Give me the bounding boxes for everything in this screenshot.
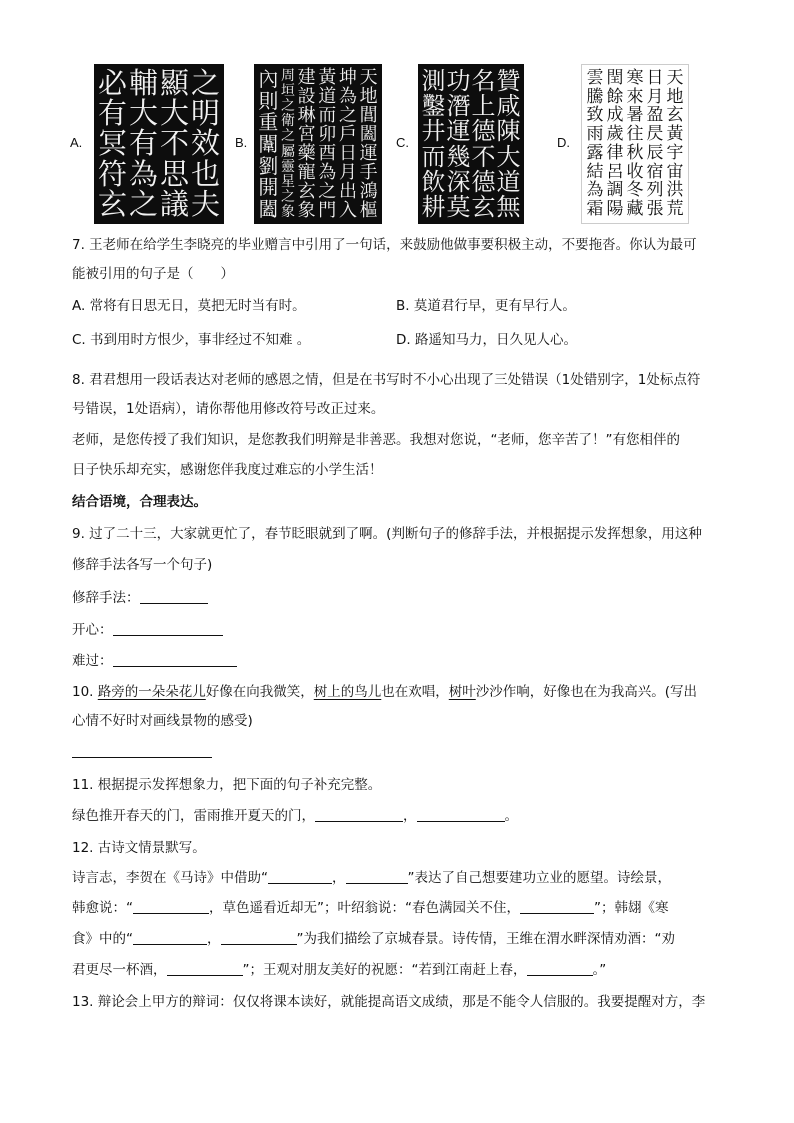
q12-blank-4[interactable] [520, 899, 594, 914]
calligraphy-character: 上 [471, 91, 496, 120]
calligraphy-character: 列 [646, 180, 664, 201]
calligraphy-rubbing-b [254, 64, 382, 224]
calligraphy-character: 黃 [318, 66, 337, 88]
calligraphy-rubbing-c [418, 64, 524, 224]
calligraphy-character: 大 [128, 96, 158, 131]
calligraphy-character: 張 [646, 199, 664, 220]
calligraphy-character: 耕 [421, 193, 446, 222]
q9-stem-line2: 修辞手法各写一个句子) [72, 557, 213, 573]
q12-blank-7[interactable] [167, 961, 243, 976]
calligraphy-character: 道 [318, 85, 337, 107]
q11-sentence [72, 806, 518, 826]
calligraphy-character: 輔 [128, 65, 158, 100]
q10-underlined-flowers: 路旁的一朵朵花儿 [97, 684, 206, 700]
calligraphy-character: 往 [626, 124, 644, 145]
calligraphy-character: 盈 [646, 105, 664, 126]
q7-stem-line2: 能被引用的句子是（ ） [72, 266, 234, 282]
calligraphy-character: 飲 [421, 167, 446, 196]
calligraphy-column [472, 68, 496, 220]
calligraphy-character: 騰 [586, 86, 604, 107]
calligraphy-character: 樞 [359, 199, 378, 221]
calligraphy-character: 運 [446, 117, 471, 146]
calligraphy-character: 冥 [97, 126, 127, 161]
calligraphy-column [607, 69, 624, 219]
q12-title: 12. 古诗文情景默写。 [72, 840, 206, 856]
calligraphy-character: 日 [338, 142, 357, 164]
q12-line2 [72, 898, 669, 918]
q10-number: 10. [72, 684, 98, 700]
calligraphy-character: 設 [297, 85, 316, 107]
calligraphy-character: 鴻 [359, 180, 378, 202]
calligraphy-character: 調 [606, 180, 624, 201]
calligraphy-column [587, 69, 604, 219]
q12-l4-text-b: ”；王观对朋友美好的祝愿：“若到江南赶上春， [242, 962, 527, 978]
calligraphy-character: 入 [338, 199, 357, 221]
q12-l4-text-a: 君更尽一杯酒， [72, 962, 167, 978]
calligraphy-character: 地 [359, 85, 378, 107]
calligraphy-character: 則 [258, 88, 279, 113]
calligraphy-column [128, 65, 158, 222]
calligraphy-character: 象 [280, 204, 295, 221]
calligraphy-character: 成 [606, 105, 624, 126]
calligraphy-column [159, 65, 189, 222]
calligraphy-character: 寒 [626, 67, 644, 88]
calligraphy-character: 日 [646, 67, 664, 88]
calligraphy-character: 致 [586, 105, 604, 126]
calligraphy-column [97, 65, 127, 222]
q12-blank-6[interactable] [221, 930, 297, 945]
calligraphy-character: 戶 [338, 123, 357, 145]
calligraphy-character: 為 [318, 161, 337, 183]
calligraphy-character: 為 [338, 85, 357, 107]
q10-stem-line1 [72, 682, 697, 702]
calligraphy-character: 天 [359, 66, 378, 88]
q10-underlined-birds: 树上的鸟儿 [313, 684, 382, 700]
calligraphy-column [298, 68, 316, 220]
calligraphy-character: 井 [421, 117, 446, 146]
calligraphy-character: 有 [128, 126, 158, 161]
calligraphy-character: 荒 [666, 199, 684, 220]
calligraphy-character: 不 [159, 126, 189, 161]
calligraphy-character: 酉 [318, 142, 337, 164]
calligraphy-character: 重 [258, 110, 279, 135]
calligraphy-character: 結 [586, 161, 604, 182]
q7-option-a[interactable]: A. 常将有日思无日，莫把无时当有时。 [72, 298, 306, 314]
calligraphy-character: 出 [338, 180, 357, 202]
calligraphy-column [422, 68, 446, 220]
q12-line3 [72, 929, 675, 949]
q10-answer-blank[interactable] [72, 757, 212, 758]
q9-happy-label: 开心： [72, 622, 113, 638]
option-d-label: D. [557, 135, 570, 150]
calligraphy-character: 宮 [297, 123, 316, 145]
calligraphy-character: 屬 [280, 143, 295, 160]
q10-text-2: 也在欢唱， [381, 684, 449, 700]
q12-l2-text-b: ，草色遥看近却无”；叶绍翁说：“春色满园关不住， [209, 900, 520, 916]
calligraphy-character: 之 [280, 189, 295, 206]
calligraphy-character: 昃 [646, 124, 664, 145]
calligraphy-character: 周 [280, 67, 295, 84]
calligraphy-rubbing-d [581, 64, 689, 224]
q11-blank-1[interactable] [315, 807, 403, 822]
q11-comma: ， [403, 808, 417, 824]
option-a-label: A. [70, 135, 83, 150]
calligraphy-column [281, 68, 295, 220]
calligraphy-character: 琳 [297, 104, 316, 126]
calligraphy-column [190, 65, 220, 222]
calligraphy-character: 辰 [646, 142, 664, 163]
calligraphy-character: 顯 [159, 65, 189, 100]
calligraphy-character: 藥 [297, 142, 316, 164]
q9-rhetoric-blank[interactable] [140, 589, 208, 604]
q12-blank-3[interactable] [133, 899, 209, 914]
calligraphy-character: 象 [297, 199, 316, 221]
calligraphy-character: 議 [159, 187, 189, 222]
calligraphy-character: 內 [258, 66, 279, 91]
calligraphy-character: 垣 [280, 82, 295, 99]
calligraphy-character: 德 [471, 167, 496, 196]
section-heading: 结合语境，合理表达。 [72, 494, 207, 510]
calligraphy-character: 寵 [297, 161, 316, 183]
calligraphy-character: 呂 [606, 161, 624, 182]
calligraphy-character: 大 [159, 96, 189, 131]
calligraphy-column [497, 68, 521, 220]
q12-l2-text-c: ”；韩翃《寒 [594, 900, 669, 916]
calligraphy-character: 效 [190, 126, 220, 161]
q11-blank-2[interactable] [417, 807, 505, 822]
calligraphy-character: 坤 [338, 66, 357, 88]
calligraphy-character: 宿 [646, 161, 664, 182]
calligraphy-character: 歲 [606, 124, 624, 145]
calligraphy-character: 門 [318, 199, 337, 221]
calligraphy-character: 之 [280, 97, 295, 114]
calligraphy-column [667, 69, 684, 219]
calligraphy-character: 明 [190, 96, 220, 131]
calligraphy-character: 雲 [586, 67, 604, 88]
calligraphy-character: 咸 [496, 91, 521, 120]
q12-line4 [72, 960, 606, 980]
q7-option-b[interactable]: B. 莫道君行早，更有早行人。 [396, 298, 576, 314]
calligraphy-options [70, 62, 730, 227]
calligraphy-column [647, 69, 664, 219]
calligraphy-character: 德 [471, 117, 496, 146]
calligraphy-character: 閶 [359, 104, 378, 126]
calligraphy-character: 無 [496, 193, 521, 222]
q9-happy-row [72, 620, 223, 640]
calligraphy-character: 大 [496, 142, 521, 171]
q10-text-3: 沙沙作响，好像也在为我高兴。(写出 [475, 684, 698, 700]
calligraphy-column [258, 68, 278, 220]
calligraphy-character: 陽 [606, 199, 624, 220]
calligraphy-character: 靈 [280, 158, 295, 175]
q9-sad-row [72, 651, 237, 671]
calligraphy-character: 之 [318, 180, 337, 202]
calligraphy-character: 卯 [318, 123, 337, 145]
calligraphy-character: 闈 [258, 131, 279, 156]
calligraphy-character: 月 [338, 161, 357, 183]
q13-stem-line1: 13. 辩论会上甲方的辩词：仅仅将课本读好，就能提高语文成绩，那是不能令人信服的。我要提醒对方，李 [72, 994, 706, 1010]
q7-option-c[interactable]: C. 书到用时方恨少，事非经过不知难 。 [72, 332, 311, 348]
q10-stem-line2: 心情不好时对画线景物的感受) [72, 713, 253, 729]
calligraphy-character: 地 [666, 86, 684, 107]
calligraphy-character: 閏 [606, 67, 624, 88]
calligraphy-character: 天 [666, 67, 684, 88]
q10-text-1: 好像在向我微笑， [205, 684, 314, 700]
calligraphy-character: 黃 [666, 124, 684, 145]
q9-rhetoric-row [72, 588, 208, 608]
calligraphy-character: 也 [190, 156, 220, 191]
calligraphy-character: 之 [338, 104, 357, 126]
calligraphy-character: 為 [128, 156, 158, 191]
q7-stem-line1: 7. 王老师在给学生李晓亮的毕业赠言中引用了一句话，来鼓励他做事要积极主动，不要拖沓。你认为最可 [72, 237, 697, 253]
calligraphy-character: 鑿 [421, 91, 446, 120]
calligraphy-character: 餘 [606, 86, 624, 107]
calligraphy-character: 符 [97, 156, 127, 191]
calligraphy-character: 道 [496, 167, 521, 196]
q8-stem-line1: 8. 君君想用一段话表达对老师的感恩之情，但是在书写时不小心出现了三处错误（1处错别字，1处标点符 [72, 372, 701, 388]
q12-blank-2[interactable] [346, 869, 408, 884]
calligraphy-character: 之 [190, 65, 220, 100]
calligraphy-character: 陳 [496, 117, 521, 146]
q12-line1 [72, 868, 671, 888]
calligraphy-character: 功 [446, 66, 471, 95]
q8-passage-line1: 老师，是您传授了我们知识，是您教我们明辩是非善恶。我想对您说，“老师，您辛苦了！”有您相伴的 [72, 432, 680, 448]
calligraphy-character: 衛 [280, 113, 295, 130]
calligraphy-column [447, 68, 471, 220]
q12-l1-text-a: 诗言志，李贺在《马诗》中借助“ [72, 870, 268, 886]
q12-blank-1[interactable] [268, 869, 332, 884]
calligraphy-character: 冬 [626, 180, 644, 201]
calligraphy-character: 必 [97, 65, 127, 100]
option-b-label: B. [235, 135, 248, 150]
calligraphy-column [627, 69, 644, 219]
calligraphy-character: 宇 [666, 142, 684, 163]
q12-blank-8[interactable] [527, 961, 593, 976]
calligraphy-character: 宙 [666, 161, 684, 182]
q12-l3-comma: ， [207, 931, 221, 947]
calligraphy-character: 洪 [666, 180, 684, 201]
calligraphy-character: 霜 [586, 199, 604, 220]
q8-passage-line2: 日子快乐却充实，感谢您伴我度过难忘的小学生活！ [72, 462, 383, 478]
calligraphy-character: 律 [606, 142, 624, 163]
calligraphy-column [360, 68, 378, 220]
calligraphy-character: 玄 [471, 193, 496, 222]
calligraphy-character: 深 [446, 167, 471, 196]
calligraphy-character: 收 [626, 161, 644, 182]
calligraphy-character: 暑 [626, 105, 644, 126]
calligraphy-character: 莫 [446, 193, 471, 222]
calligraphy-character: 潛 [446, 91, 471, 120]
q12-blank-5[interactable] [133, 930, 207, 945]
calligraphy-character: 星 [280, 173, 295, 190]
calligraphy-character: 運 [359, 142, 378, 164]
calligraphy-character: 手 [359, 161, 378, 183]
q12-l2-text-a: 韩愈说：“ [72, 900, 133, 916]
calligraphy-column [318, 68, 336, 220]
calligraphy-character: 來 [626, 86, 644, 107]
calligraphy-character: 劉 [258, 153, 279, 178]
calligraphy-character: 玄 [97, 187, 127, 222]
q8-stem-line2: 号错误，1处语病），请你帮他用修改符号改正过来。 [72, 401, 385, 417]
q12-l1-comma: ， [332, 870, 346, 886]
q9-sad-label: 难过： [72, 653, 113, 669]
calligraphy-character: 建 [297, 66, 316, 88]
calligraphy-character: 之 [128, 187, 158, 222]
calligraphy-character: 之 [280, 128, 295, 145]
q11-period: 。 [504, 808, 518, 824]
q10-underlined-leaves: 树叶 [448, 684, 476, 700]
calligraphy-character: 月 [646, 86, 664, 107]
calligraphy-character: 名 [471, 66, 496, 95]
q12-l3-text-a: 食》中的“ [72, 931, 133, 947]
calligraphy-character: 而 [318, 104, 337, 126]
calligraphy-rubbing-a [94, 64, 224, 224]
calligraphy-character: 而 [421, 142, 446, 171]
calligraphy-character: 闔 [258, 197, 279, 222]
calligraphy-character: 幾 [446, 142, 471, 171]
calligraphy-character: 測 [421, 66, 446, 95]
q11-stem: 11. 根据提示发挥想象力，把下面的句子补充完整。 [72, 777, 382, 793]
q9-stem-line1: 9. 过了二十三，大家就更忙了，春节眨眼就到了啊。(判断句子的修辞手法，并根据提示发挥想象，用这种 [72, 526, 702, 542]
calligraphy-character: 藏 [626, 199, 644, 220]
q12-l4-text-c: 。” [592, 962, 607, 978]
option-c-label: C. [396, 135, 409, 150]
q12-l1-text-c: ”表达了自己想要建功立业的愿望。诗绘景， [407, 870, 671, 886]
calligraphy-character: 夫 [190, 187, 220, 222]
calligraphy-character: 闔 [359, 123, 378, 145]
calligraphy-character: 秋 [626, 142, 644, 163]
q9-happy-blank[interactable] [113, 621, 223, 636]
q9-sad-blank[interactable] [113, 652, 237, 667]
calligraphy-character: 雨 [586, 124, 604, 145]
q9-rhetoric-label: 修辞手法： [72, 590, 140, 606]
q12-l3-text-c: ”为我们描绘了京城春景。诗传情，王维在渭水畔深情劝酒：“劝 [296, 931, 675, 947]
calligraphy-column [339, 68, 357, 220]
calligraphy-character: 不 [471, 142, 496, 171]
calligraphy-character: 有 [97, 96, 127, 131]
q11-sentence-start: 绿色推开春天的门，雷雨推开夏天的门， [72, 808, 315, 824]
calligraphy-character: 開 [258, 175, 279, 200]
calligraphy-character: 思 [159, 156, 189, 191]
calligraphy-character: 玄 [297, 180, 316, 202]
calligraphy-character: 為 [586, 180, 604, 201]
calligraphy-character: 露 [586, 142, 604, 163]
calligraphy-character: 玄 [666, 105, 684, 126]
q7-option-d[interactable]: D. 路遥知马力，日久见人心。 [396, 332, 577, 348]
calligraphy-character: 贊 [496, 66, 521, 95]
